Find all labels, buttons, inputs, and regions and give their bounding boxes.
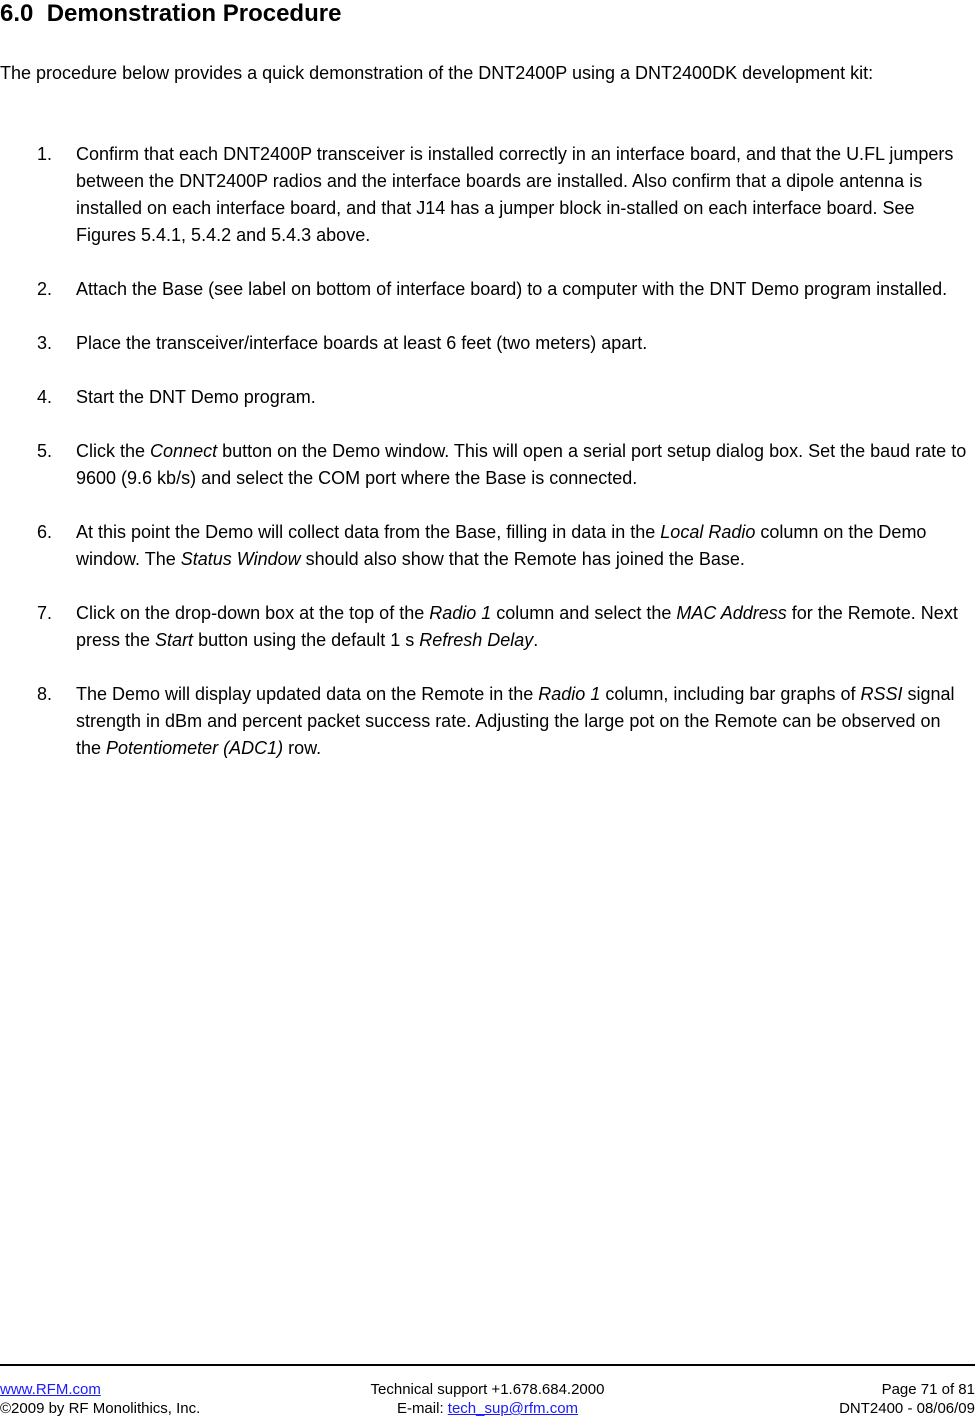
step-number: 2. [37, 279, 53, 299]
step-number: 8. [37, 684, 53, 704]
copyright: ©2009 by RF Monolithics, Inc. [0, 1400, 201, 1417]
email-label: E-mail: [396, 1400, 448, 1417]
ui-term: Connect [150, 441, 218, 461]
step-text-segment: button on the Demo window. This will open a serial port setup dialog box. Set the baud rate to 9600 (9.6 kb/s) and select the COM port where the Base is connected. [76, 441, 967, 488]
website-link[interactable]: www.RFM.com [0, 1381, 101, 1398]
step-item [0, 141, 970, 249]
ui-term: Local Radio [660, 522, 756, 542]
ui-term: Status Window [180, 549, 301, 569]
ui-term: MAC Address [676, 603, 787, 623]
step-text [76, 387, 316, 407]
footer-left [0, 1380, 200, 1418]
step-number: 5. [37, 441, 53, 461]
section-heading: 6.0 Demonstration Procedure [0, 0, 342, 27]
step-text-segment: signal strength in dBm and percent packet success rate. Adjusting the large pot on the Remote can be observed on the [76, 684, 955, 758]
step-item [0, 519, 970, 573]
ui-term: Radio 1 [538, 684, 601, 704]
step-number: 3. [37, 333, 53, 353]
step-text-segment: should also show that the Remote has joined the Base. [300, 549, 745, 569]
page-number: Page 71 of 81 [881, 1381, 975, 1398]
ui-term: Start [155, 630, 194, 650]
step-text [76, 441, 966, 488]
step-item [0, 330, 970, 357]
step-text-segment: for the Remote. Next press the [76, 603, 958, 650]
step-text [76, 144, 953, 245]
intro-paragraph: The procedure below provides a quick demonstration of the DNT2400P using a DNT2400DK development kit: [0, 63, 874, 83]
step-number: 1. [37, 144, 53, 164]
step-text-segment: column, including bar graphs of [600, 684, 861, 704]
step-text [76, 522, 926, 569]
procedure-steps [0, 141, 970, 789]
email-link[interactable]: tech_sup@rfm.com [447, 1400, 579, 1417]
step-text-segment: column and select the [491, 603, 677, 623]
step-text [76, 333, 647, 353]
step-number: 4. [37, 387, 53, 407]
step-text-segment: . [533, 630, 539, 650]
step-text-segment: column on the Demo window. The [76, 522, 927, 569]
step-text [76, 603, 958, 650]
footer-divider [0, 1364, 975, 1366]
step-text [76, 279, 947, 299]
step-text-segment: At this point the Demo will collect data from the Base, filling in data in the [76, 522, 661, 542]
step-item [0, 600, 970, 654]
ui-term: Potentiometer (ADC1) [106, 738, 284, 758]
step-item [0, 438, 970, 492]
step-text-segment: Click on the drop-down box at the top of the [76, 603, 430, 623]
step-number: 7. [37, 603, 53, 623]
ui-term: Refresh Delay [419, 630, 534, 650]
step-text-segment: Click the [76, 441, 151, 461]
step-number: 6. [37, 522, 53, 542]
footer-right [839, 1380, 975, 1418]
step-text-segment: Place the transceiver/interface boards at least 6 feet (two meters) apart. [76, 333, 648, 353]
step-text-segment: Confirm that each DNT2400P transceiver is installed correctly in an interface board, and that the U.FL jumpers between the DNT2400P radios and the interface boards are installed. Also confirm that a dipole antenna is installed on each interface board, and that J14 has a jumper block in-stalled on each interface board. See Figures 5.4.1, 5.4.2 and 5.4.3 above. [76, 144, 954, 245]
ui-term: Radio 1 [429, 603, 492, 623]
ui-term: RSSI [860, 684, 903, 704]
step-text-segment: Start the DNT Demo program. [76, 387, 316, 407]
step-text-segment: row. [283, 738, 322, 758]
step-item [0, 384, 970, 411]
step-text [76, 684, 955, 758]
step-text-segment: button using the default 1 s [193, 630, 420, 650]
step-text-segment: The Demo will display updated data on the Remote in the [76, 684, 539, 704]
step-text-segment: Attach the Base (see label on bottom of interface board) to a computer with the DNT Demo program installed. [76, 279, 948, 299]
support-phone: Technical support +1.678.684.2000 [370, 1381, 605, 1398]
step-item [0, 276, 970, 303]
step-item [0, 681, 970, 762]
document-id: DNT2400 - 08/06/09 [839, 1400, 975, 1417]
